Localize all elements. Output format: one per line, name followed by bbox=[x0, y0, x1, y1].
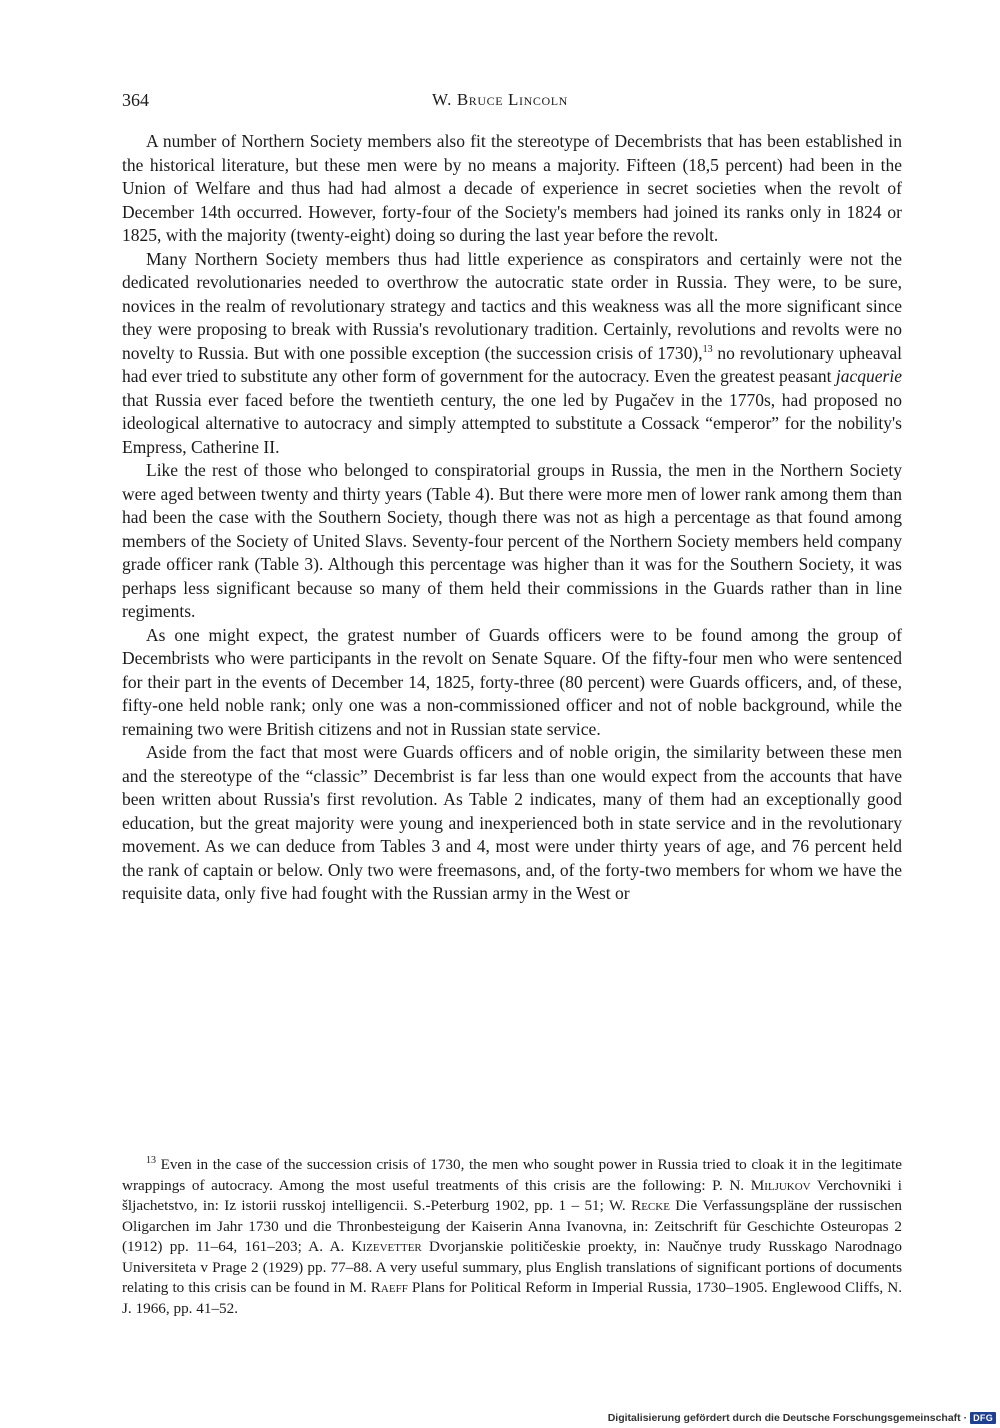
footnote-author-4: Raeff bbox=[370, 1279, 408, 1296]
running-head-first-name: Bruce bbox=[456, 90, 504, 109]
paragraph-2-part-c: that Russia ever faced before the twentieth century, the one led by Pugačev in the 1770s, had proposed no ideological alternative to autocracy and simply attempted to substitute a Cossack “emperor” for the nobility's Empress, Catherine II. bbox=[122, 389, 902, 457]
dfg-logo-icon: DFG bbox=[970, 1412, 996, 1424]
footnote bbox=[122, 1155, 902, 1319]
running-head-last-name: Lincoln bbox=[508, 90, 568, 109]
paragraph-2-part-a: Many Northern Society members thus had little experience as conspirators and certainly were not the dedicated revolutionaries needed to overthrow the autocratic state order in Russia. They were, to be sure, novices in the realm of revolutionary strategy and tactics and this weakness was all the more significant since they were proposing to break with Russia's revolutionary tradition. Certainly, revolutions and revolts were no novelty to Russia. But with one possible exception (the succession crisis of 1730), bbox=[122, 248, 902, 363]
footnote-author-3: Kizevetter bbox=[351, 1238, 422, 1255]
paragraph-2 bbox=[122, 248, 902, 460]
footnote-text-3: Die Verfassungspläne der russischen Oligarchen im Jahr 1730 und die Thronbesteigung der Kaiserin Anna Ivanovna, in: Zeitschrift für Geschichte Osteuropas 2 (1912) pp. 11–64, 161–203; A. A. bbox=[122, 1197, 902, 1255]
digitization-credit bbox=[608, 1412, 996, 1424]
footnote-author-1: Miljukov bbox=[750, 1176, 811, 1194]
footnote-reference: 13 bbox=[702, 343, 713, 355]
page-number: 364 bbox=[122, 90, 149, 110]
credit-text: Digitalisierung gefördert durch die Deutsche Forschungsgemeinschaft · bbox=[607, 1412, 968, 1424]
footnote-text-2: Verchovniki i šljachetstvo, in: Iz istorii russkoj intelligencii. S.-Peterburg 1902, pp. 1 – 51; W. bbox=[122, 1176, 902, 1214]
italic-term: jacquerie bbox=[835, 366, 902, 386]
footnote-text-4: Dvorjanskie političeskie proekty, in: Naučnye trudy Russkago Narodnago Universiteta v Prage 2 (1929) pp. 77–88. A very useful summary, plus English translations of significant portions of documents relating to this crisis can be found in M. bbox=[122, 1238, 903, 1296]
running-head-initial: W. bbox=[432, 90, 457, 109]
footnote-text-5: Plans for Political Reform in Imperial Russia, 1730–1905. Englewood Cliffs, N. J. 1966, pp. 41–52. bbox=[122, 1279, 902, 1317]
paragraph-1: A number of Northern Society members also fit the stereotype of Decembrists that has been established in the historical literature, but these men were by no means a majority. Fifteen (18,5 percent) had been in the Union of Welfare and thus had had almost a decade of experience in secret societies when the revolt of December 14th occurred. However, forty-four of the Society's members had joined its ranks only in 1824 or 1825, with the majority (twenty-eight) doing so during the last year before the revolt. bbox=[122, 131, 902, 245]
paragraph-5: Aside from the fact that most were Guards officers and of noble origin, the similarity between these men and the stereotype of the “classic” Decembrist is far less than one would expect from the accounts that have been written about Russia's first revolution. As Table 2 indicates, many of them had an exceptionally good education, but the great majority were young and inexperienced both in state service and in the revolutionary movement. As we can deduce from Tables 3 and 4, most were under thirty years of age, and 76 percent held the rank of captain or below. Only two were freemasons, and, of the forty-two members for whom we have the requisite data, only five had fought with the Russian army in the West or bbox=[122, 742, 902, 903]
paragraph-3: Like the rest of those who belonged to conspiratorial groups in Russia, the men in the Northern Society were aged between twenty and thirty years (Table 4). But there were more men of lower rank among them than had been the case with the Southern Society, though there was not as high a percentage as that found among members of the Society of United Slavs. Seventy-four percent of the Northern Society members held company grade officer rank (Table 3). Although this percentage was higher than it was for the Southern Society, it was perhaps less significant because so many of them held their commissions in the Guards rather than in line regiments. bbox=[122, 460, 902, 621]
paragraph-2-part-b: no revolutionary upheaval had ever tried to substitute any other form of government for the autocracy. Even the greatest peasant bbox=[122, 342, 902, 386]
running-head bbox=[0, 90, 1000, 110]
footnote-text-1: Even in the case of the succession crisis of 1730, the men who sought power in Russia tried to cloak it in the legitimate wrappings of autocracy. Among the most useful treatments of this crisis are the following: P. N. bbox=[122, 1156, 902, 1194]
footnote-author-2: Recke bbox=[631, 1197, 670, 1214]
paragraph-4: As one might expect, the gratest number of Guards officers were to be found among the group of Decembrists who were participants in the revolt on Senate Square. Of the fifty-four men who were sentenced for their part in the events of December 14, 1825, forty-three (80 percent) were Guards officers, and, of these, fifty-one held noble rank; only one was a non-commissioned officer and not of noble background, while the remaining two were British citizens and not in Russian state service. bbox=[122, 624, 902, 739]
footnote-number: 13 bbox=[146, 1154, 156, 1166]
body-text bbox=[122, 130, 902, 906]
